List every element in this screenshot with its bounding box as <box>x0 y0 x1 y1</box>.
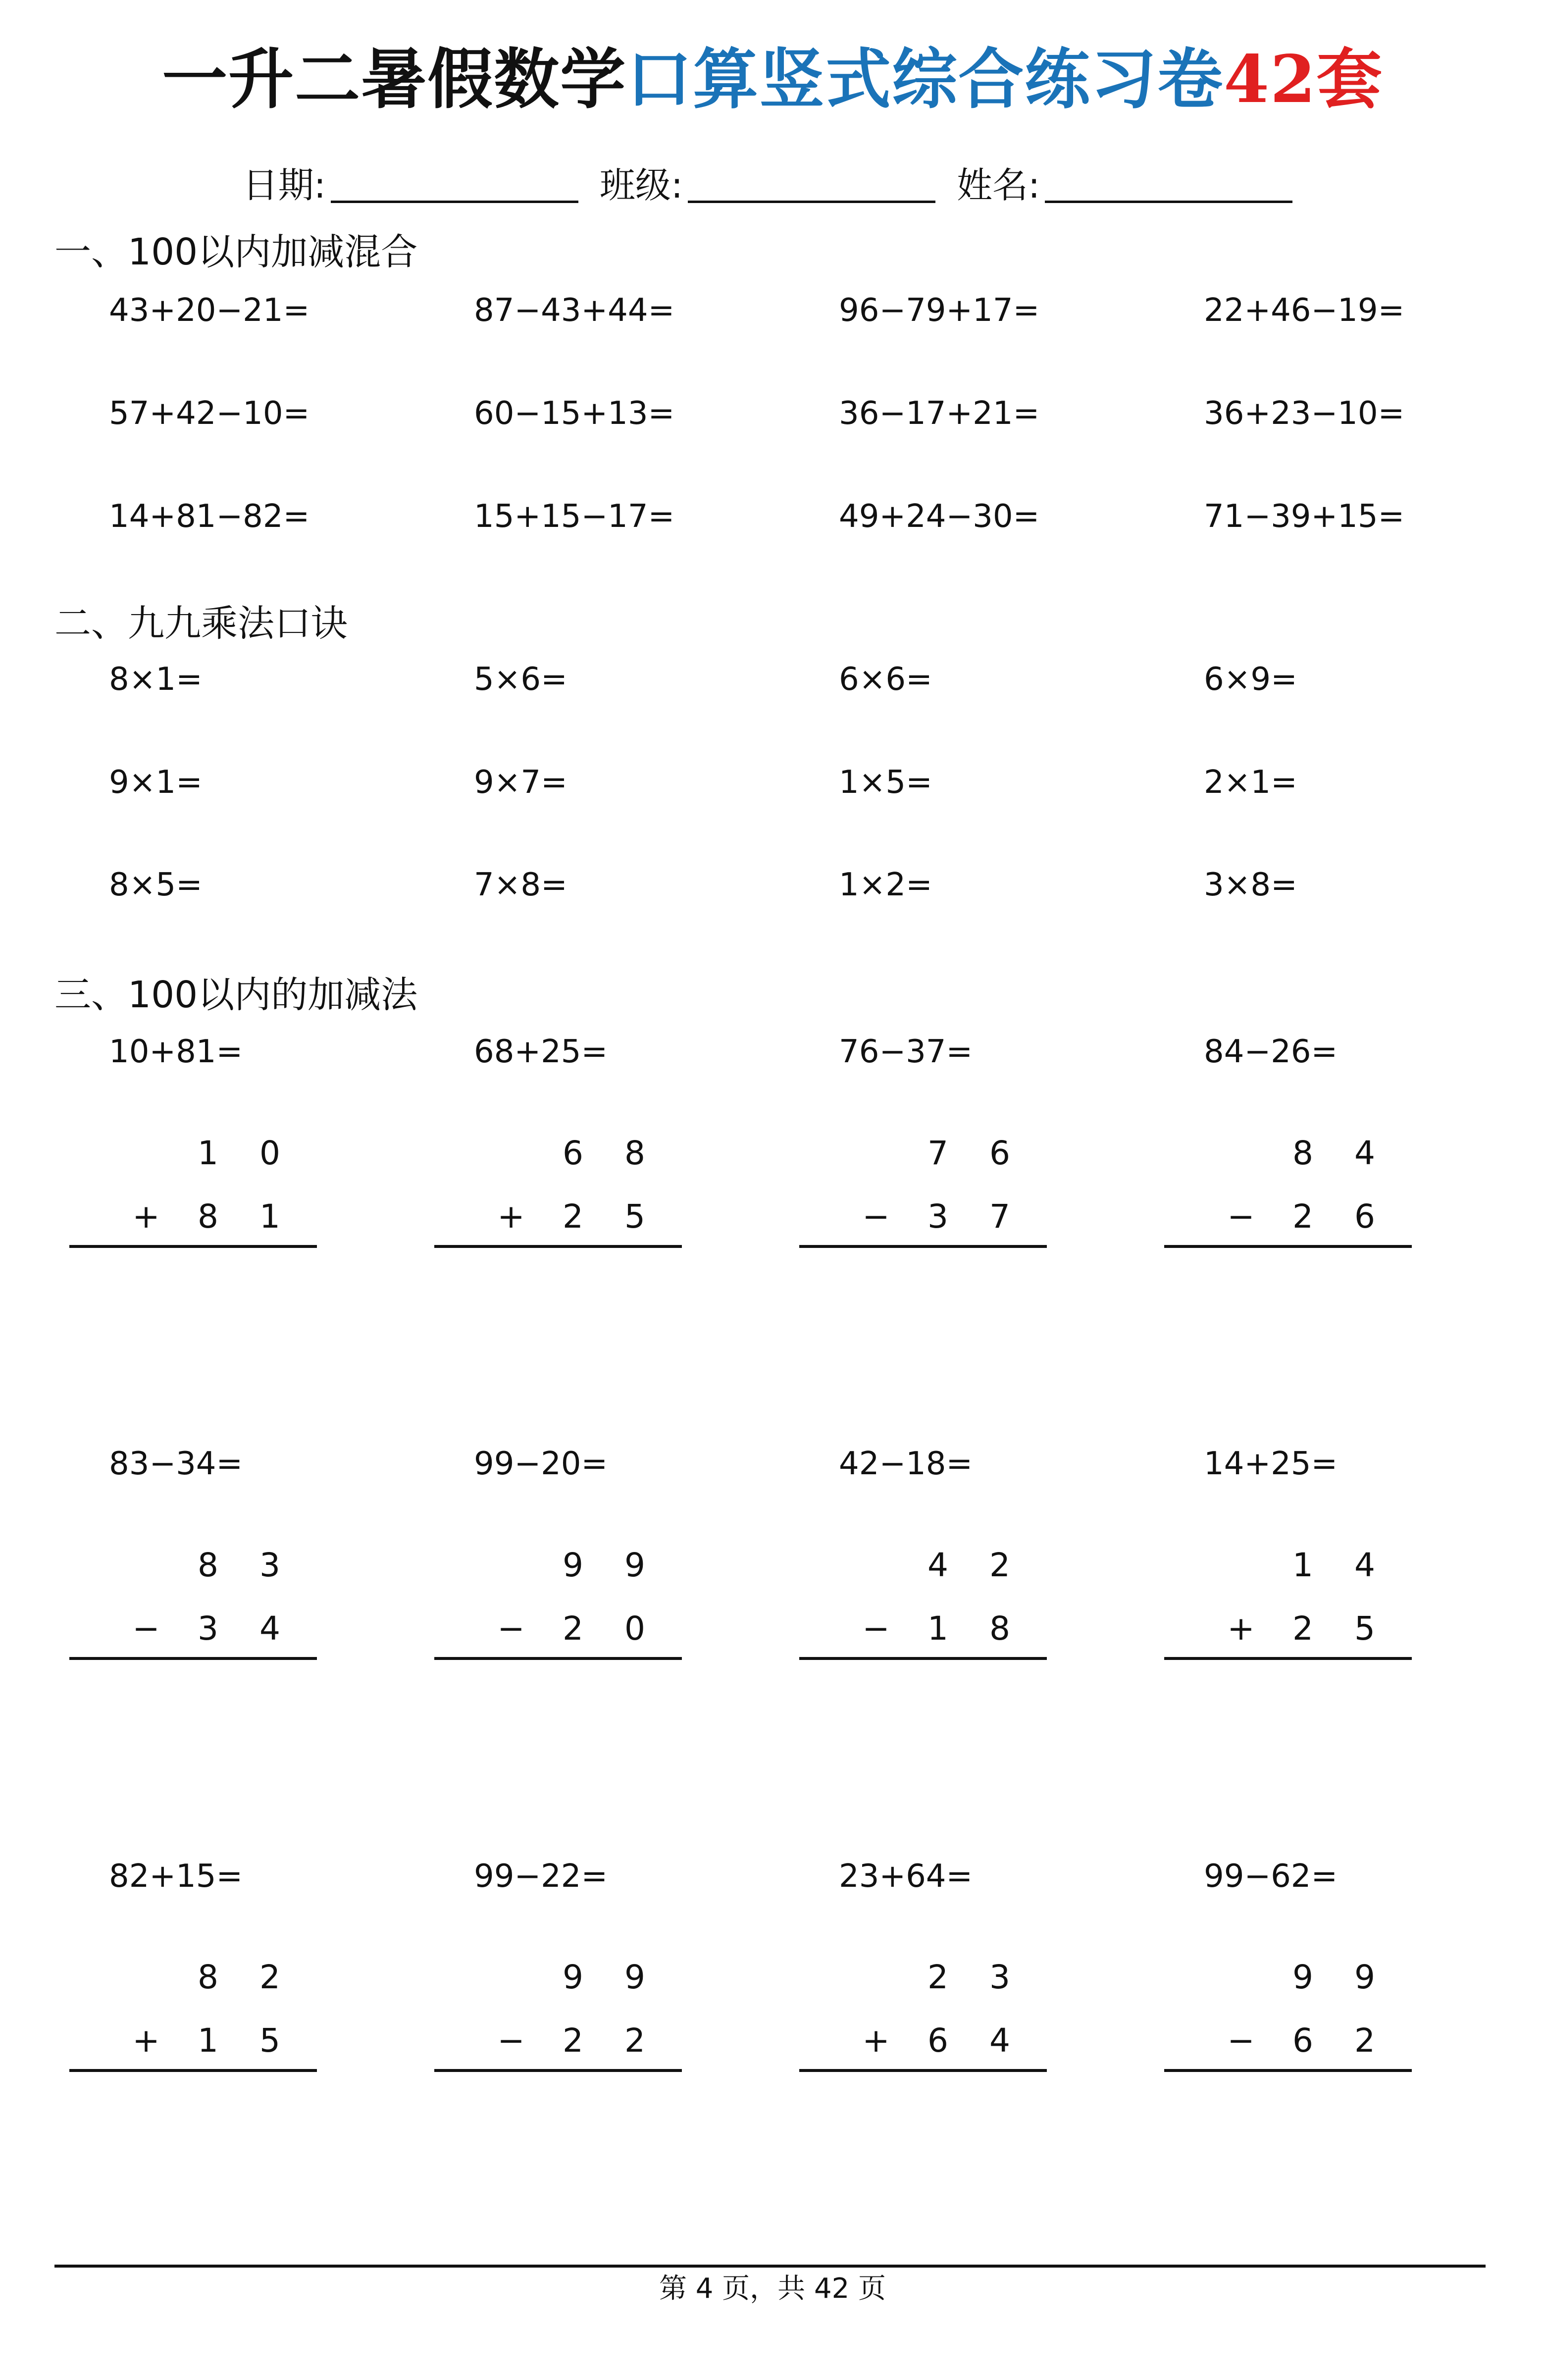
section-title-2: 二、九九乘法口诀 <box>54 602 348 645</box>
problem: 14+81−82= <box>109 498 310 535</box>
digit: 9 <box>624 1958 645 1996</box>
answer-line <box>434 1657 682 1660</box>
problem: 1×5= <box>839 764 932 801</box>
digit: 4 <box>927 1546 948 1584</box>
answer-line <box>434 2069 682 2072</box>
digit: 0 <box>259 1134 280 1172</box>
answer-line <box>69 2069 317 2072</box>
vertical-calc <box>434 1134 682 1256</box>
operator: − <box>862 1197 890 1236</box>
digit: 2 <box>927 1958 948 1996</box>
problem: 8×1= <box>109 661 203 698</box>
digit: 8 <box>198 1958 218 1996</box>
operator: − <box>862 1609 890 1648</box>
digit: 4 <box>1354 1546 1375 1584</box>
problem: 83−34= <box>109 1446 243 1482</box>
digit: 4 <box>1354 1134 1375 1172</box>
problem: 6×6= <box>839 661 932 698</box>
digit: 2 <box>1292 1609 1313 1648</box>
digit: 4 <box>989 2021 1010 2060</box>
operator: + <box>132 1197 160 1236</box>
digit: 2 <box>624 2021 645 2060</box>
digit: 2 <box>563 1197 583 1236</box>
vertical-calc <box>434 1958 682 2080</box>
digit: 2 <box>1292 1197 1313 1236</box>
answer-line <box>799 2069 1047 2072</box>
digit: 3 <box>927 1197 948 1236</box>
digit: 5 <box>259 2021 280 2060</box>
footer-divider <box>54 2265 1486 2268</box>
problem: 71−39+15= <box>1204 498 1405 535</box>
operator: − <box>1227 1197 1255 1236</box>
digit: 2 <box>563 1609 583 1648</box>
digit: 2 <box>989 1546 1010 1584</box>
problem: 3×8= <box>1204 867 1297 903</box>
digit: 9 <box>624 1546 645 1584</box>
date-label: 日期: <box>242 164 326 206</box>
digit: 4 <box>259 1609 280 1648</box>
vertical-calc <box>1164 1958 1412 2080</box>
title-part-2: 口算竖式综合练习卷 <box>626 41 1224 118</box>
vertical-calc <box>1164 1546 1412 1668</box>
answer-line <box>799 1245 1047 1248</box>
vertical-calc <box>799 1134 1047 1256</box>
operator: − <box>497 1609 525 1648</box>
problem: 8×5= <box>109 867 203 903</box>
answer-line <box>1164 1657 1412 1660</box>
answer-line <box>1164 2069 1412 2072</box>
digit: 3 <box>259 1546 280 1584</box>
digit: 2 <box>1354 2021 1375 2060</box>
class-label: 班级: <box>599 164 683 206</box>
class-blank[interactable] <box>688 171 935 203</box>
answer-line <box>69 1657 317 1660</box>
vertical-calc <box>434 1546 682 1668</box>
digit: 9 <box>1354 1958 1375 1996</box>
problem: 6×9= <box>1204 661 1297 698</box>
problem: 49+24−30= <box>839 498 1040 535</box>
problem: 87−43+44= <box>474 292 675 329</box>
operator: − <box>497 2021 525 2060</box>
vertical-calc <box>799 1958 1047 2080</box>
operator: + <box>497 1197 525 1236</box>
problem: 99−22= <box>474 1858 608 1895</box>
page-title <box>0 41 1545 118</box>
section-title-1: 一、100以内加减混合 <box>54 231 418 273</box>
problem: 9×7= <box>474 764 567 801</box>
digit: 1 <box>1292 1546 1313 1584</box>
operator: − <box>132 1609 160 1648</box>
problem: 99−20= <box>474 1446 608 1482</box>
problem: 99−62= <box>1204 1858 1338 1895</box>
digit: 7 <box>927 1134 948 1172</box>
problem: 43+20−21= <box>109 292 310 329</box>
digit: 1 <box>927 1609 948 1648</box>
problem: 57+42−10= <box>109 395 310 432</box>
problem: 22+46−19= <box>1204 292 1405 329</box>
digit: 8 <box>989 1609 1010 1648</box>
digit: 5 <box>1354 1609 1375 1648</box>
vertical-calc <box>69 1546 317 1668</box>
name-blank[interactable] <box>1045 171 1292 203</box>
digit: 6 <box>1292 2021 1313 2060</box>
problem: 9×1= <box>109 764 203 801</box>
title-part-3: 42套 <box>1224 41 1383 118</box>
digit: 2 <box>563 2021 583 2060</box>
name-label: 姓名: <box>957 164 1040 206</box>
answer-line <box>69 1245 317 1248</box>
digit: 6 <box>927 2021 948 2060</box>
digit: 1 <box>198 1134 218 1172</box>
vertical-calc <box>69 1134 317 1256</box>
digit: 5 <box>624 1197 645 1236</box>
digit: 3 <box>198 1609 218 1648</box>
problem: 23+64= <box>839 1858 973 1895</box>
problem: 1×2= <box>839 867 932 903</box>
problem: 96−79+17= <box>839 292 1040 329</box>
vertical-calc <box>1164 1134 1412 1256</box>
operator: + <box>1227 1609 1255 1648</box>
digit: 0 <box>624 1609 645 1648</box>
digit: 8 <box>198 1546 218 1584</box>
problem: 36−17+21= <box>839 395 1040 432</box>
digit: 1 <box>198 2021 218 2060</box>
operator: + <box>132 2021 160 2060</box>
digit: 7 <box>989 1197 1010 1236</box>
digit: 8 <box>198 1197 218 1236</box>
answer-line <box>434 1245 682 1248</box>
problem: 84−26= <box>1204 1034 1338 1070</box>
section-title-3: 三、100以内的加减法 <box>54 974 418 1016</box>
digit: 8 <box>624 1134 645 1172</box>
digit: 8 <box>1292 1134 1313 1172</box>
problem: 36+23−10= <box>1204 395 1405 432</box>
digit: 9 <box>563 1546 583 1584</box>
title-part-1: 一升二暑假数学 <box>162 41 627 118</box>
digit: 6 <box>1354 1197 1375 1236</box>
problem: 5×6= <box>474 661 567 698</box>
digit: 2 <box>259 1958 280 1996</box>
problem: 76−37= <box>839 1034 973 1070</box>
problem: 14+25= <box>1204 1446 1338 1482</box>
page-footer: 第 4 页，共 42 页 <box>659 2273 886 2305</box>
date-blank[interactable] <box>331 171 578 203</box>
operator: + <box>862 2021 890 2060</box>
problem: 10+81= <box>109 1034 243 1070</box>
problem: 60−15+13= <box>474 395 675 432</box>
digit: 1 <box>259 1197 280 1236</box>
digit: 6 <box>563 1134 583 1172</box>
problem: 68+25= <box>474 1034 608 1070</box>
digit: 9 <box>1292 1958 1313 1996</box>
digit: 3 <box>989 1958 1010 1996</box>
digit: 6 <box>989 1134 1010 1172</box>
answer-line <box>799 1657 1047 1660</box>
problem: 7×8= <box>474 867 567 903</box>
info-line <box>0 164 1545 206</box>
answer-line <box>1164 1245 1412 1248</box>
problem: 15+15−17= <box>474 498 675 535</box>
operator: − <box>1227 2021 1255 2060</box>
digit: 9 <box>563 1958 583 1996</box>
problem: 2×1= <box>1204 764 1297 801</box>
problem: 42−18= <box>839 1446 973 1482</box>
vertical-calc <box>69 1958 317 2080</box>
problem: 82+15= <box>109 1858 243 1895</box>
vertical-calc <box>799 1546 1047 1668</box>
